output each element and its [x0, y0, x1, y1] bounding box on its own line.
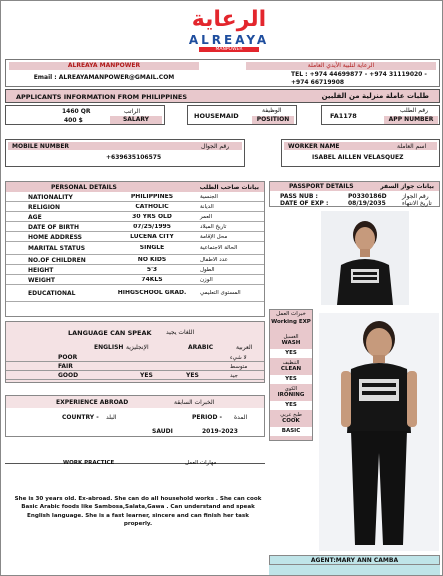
worker-label-ar: اسم العاملة [397, 143, 427, 150]
personal-row-label: DATE OF BIRTH [28, 223, 79, 231]
company-tel: TEL : +974 44699877 - +974 31119020 - +974 66719908 [291, 71, 427, 86]
experience-section [5, 395, 265, 437]
skill-item [270, 334, 312, 360]
passport-title: PASSPORT DETAILS [289, 183, 354, 190]
personal-row-ar: عدد الأطفال [200, 256, 228, 263]
personal-row-value: 74KLS [141, 276, 163, 283]
logo-tagline: MANPOWER [199, 47, 259, 52]
skills-header-ar: خبرات العمل [276, 311, 306, 317]
period-label-ar: المدة [234, 414, 248, 421]
personal-row-value: LUCENA CITY [130, 233, 174, 240]
personal-row-value: PHILIPPINES [130, 193, 174, 200]
skills-header-en: Working EXP [271, 319, 311, 325]
language-level-ar: متوسط [230, 363, 248, 370]
position-value: HOUSEMAID [194, 112, 239, 120]
passport-exp-label: DATE OF EXP : [280, 200, 329, 207]
personal-row [6, 203, 264, 212]
passport-number-ar: رقم الجواز [402, 193, 429, 200]
personal-row-label: MARITAL STATUS [28, 245, 86, 252]
personal-row-label: HEIGHT [28, 266, 54, 274]
work-practice-label-ar: مهارات العمل [185, 460, 217, 466]
skill-label: WASH [281, 340, 301, 346]
language-level: POOR [58, 354, 78, 361]
company-header [5, 59, 440, 87]
personal-row-ar: الطول [200, 266, 215, 273]
personal-row-label: NO.OF CHILDREN [28, 256, 86, 264]
personal-details-header [6, 182, 264, 192]
language-title-ar: اللغات يجيد [166, 329, 195, 336]
skill-value: BASIC [270, 427, 312, 436]
personal-row-ar: الوزن [200, 276, 213, 283]
position-ar: الوظيفة [262, 107, 282, 114]
personal-row [6, 266, 264, 275]
skill-ar: الغسيل [283, 334, 299, 340]
personal-row-value: NO KIDS [137, 256, 167, 263]
country-label: COUNTRY - [62, 414, 99, 421]
passport-number-value: P0330186D [348, 193, 387, 200]
personal-details-section [5, 181, 265, 317]
mobile-label: MOBILE NUMBER [12, 143, 70, 150]
personal-row [6, 243, 264, 255]
applicants-title-ar: طلبات عاملة منزلية من الفلبين [321, 92, 429, 100]
work-practice-bar [5, 460, 265, 469]
company-name-ar: الرعاية لتلبية الأيدي العاملة [246, 62, 436, 70]
skill-value: YES [270, 375, 312, 384]
applicants-title-en: APPLICANTS INFORMATION FROM PHILIPPINES [16, 93, 188, 101]
skill-label: CLEAN [280, 366, 302, 372]
english-header: ENGLISH [94, 344, 124, 351]
personal-row [6, 213, 264, 222]
skill-label: IRONING [277, 392, 305, 398]
personal-row-value: CATHOLIC [135, 203, 169, 210]
skill-item [270, 386, 312, 412]
personal-row-label: RELIGION [28, 203, 61, 211]
salary-label: SALARY [110, 116, 162, 124]
personal-row-value: 5'3 [146, 266, 158, 273]
applicant-summary: She is 30 years old. Ex-abroad. She can do all household works . She can cook Basic Arabic foods like Sambosa,Salata,Gawa . Can understand and speak English language. She is a fast learner, sincere and can finish her task properly. [14, 496, 262, 528]
skills-column [269, 309, 313, 441]
passport-header [270, 182, 439, 191]
worker-label: WORKER NAME [288, 143, 340, 150]
passport-number-label: PASS NUB : [280, 193, 318, 200]
skill-value: YES [270, 349, 312, 358]
language-english-value: YES [140, 372, 153, 379]
skill-value: YES [270, 401, 312, 410]
agent-bar-lower [269, 565, 440, 576]
personal-row [6, 223, 264, 232]
worker-name-block [281, 139, 440, 167]
wage-qr: 1460 QR [62, 108, 91, 115]
wage-ar: الراتب [124, 108, 141, 115]
personal-row-label: NATIONALITY [28, 193, 73, 201]
applicants-title-bar [5, 89, 440, 103]
skill-ar: طبخ عربي [280, 412, 302, 418]
logo-latin: ALREAYA [188, 33, 270, 47]
personal-row-ar: الديانة [200, 203, 214, 210]
personal-row-label: HOME ADDRESS [28, 233, 82, 241]
language-row [6, 372, 264, 380]
personal-row-value: 30 YRS OLD [132, 213, 172, 220]
mobile-label-ar: رقم الجوال [201, 143, 230, 150]
passport-exp-ar: تاريخ الانتهاء [402, 200, 432, 207]
country-label-ar: البلد [106, 414, 117, 421]
personal-row [6, 256, 264, 265]
language-level-ar: لا شيء [230, 354, 247, 361]
arabic-header: ARABIC [188, 344, 214, 351]
language-level: FAIR [58, 363, 73, 370]
language-level: GOOD [58, 372, 79, 379]
app-number-ar: رقم الطلب [400, 107, 428, 114]
passport-title-ar: بيانات جواز السفر [380, 183, 434, 190]
english-header-ar: الإنجليزية [126, 344, 149, 351]
company-email: Email : ALREAYAMANPOWER@GMAIL.COM [33, 74, 175, 81]
personal-row-value: HIHGSCHOOL GRAD. [117, 290, 187, 297]
salary-block [5, 105, 165, 125]
language-row [6, 354, 264, 362]
language-level-ar: جيد [230, 372, 238, 379]
personal-row-ar: المستوى التعليمي [200, 290, 241, 297]
agent-bar: AGENT:MARY ANN CAMBA [269, 555, 440, 565]
skill-ar: الكوي [284, 386, 298, 392]
language-title: LANGUAGE CAN SPEAK [68, 329, 152, 337]
period-label: PERIOD - [192, 414, 223, 421]
position-block [187, 105, 297, 125]
worker-name-value: ISABEL AILLEN VELASQUEZ [312, 154, 404, 161]
personal-row-value: SINGLE [139, 245, 165, 252]
personal-row-value: 07/25/1995 [133, 223, 171, 230]
mobile-block [5, 139, 245, 167]
experience-title-ar: الخبرات السابقة [174, 399, 215, 406]
personal-row-ar: تاريخ الميلاد [200, 223, 227, 230]
mobile-value: +639635106575 [106, 154, 162, 161]
personal-row [6, 233, 264, 242]
personal-row-ar: محل الإقامة [200, 233, 228, 240]
personal-row-ar: العمر [200, 213, 213, 220]
experience-country: SAUDI [152, 428, 173, 435]
passport-exp-value: 08/19/2035 [348, 200, 386, 207]
experience-title: EXPERIENCE ABROAD [56, 399, 129, 406]
skill-label: COOK [282, 418, 300, 424]
language-arabic-value: YES [186, 372, 199, 379]
personal-row [6, 276, 264, 285]
arabic-header-ar: العربية [236, 344, 253, 351]
personal-row-label: WEIGHT [28, 276, 55, 284]
personal-row [6, 286, 264, 302]
experience-period: 2019-2023 [202, 428, 238, 435]
personal-row [6, 193, 264, 202]
skill-item [270, 360, 312, 386]
personal-details-title: PERSONAL DETAILS [51, 183, 117, 191]
skill-ar: التنظيف [282, 360, 300, 366]
personal-row-ar: الجنسية [200, 193, 218, 200]
personal-row-label: EDUCATIONAL [28, 290, 76, 297]
applicant-photo-large [319, 313, 439, 551]
person-photo-small-icon [321, 211, 409, 305]
logo-arabic: الرعاية [191, 7, 267, 32]
person-photo-large-icon [319, 313, 439, 551]
passport-section [269, 181, 440, 207]
skill-item [270, 412, 312, 438]
work-practice-label: WORK PRACTICE [63, 460, 115, 466]
app-number-label: APP NUMBER [384, 116, 438, 124]
applicant-photo-small [321, 211, 409, 305]
app-number-block [321, 105, 440, 125]
company-logo [169, 7, 289, 53]
position-label: POSITION [252, 116, 294, 124]
experience-header-bar [6, 396, 264, 408]
personal-details-title-ar: بيانات صاحب الطلب [199, 183, 259, 191]
app-number-value: FA1178 [330, 112, 357, 120]
wage-usd: 400 $ [64, 117, 83, 124]
company-name-en: ALREAYA MANPOWER [9, 62, 199, 70]
personal-row-label: AGE [28, 213, 42, 221]
personal-row-ar: الحالة الاجتماعية [200, 245, 238, 252]
language-row [6, 363, 264, 371]
language-section [5, 321, 265, 383]
